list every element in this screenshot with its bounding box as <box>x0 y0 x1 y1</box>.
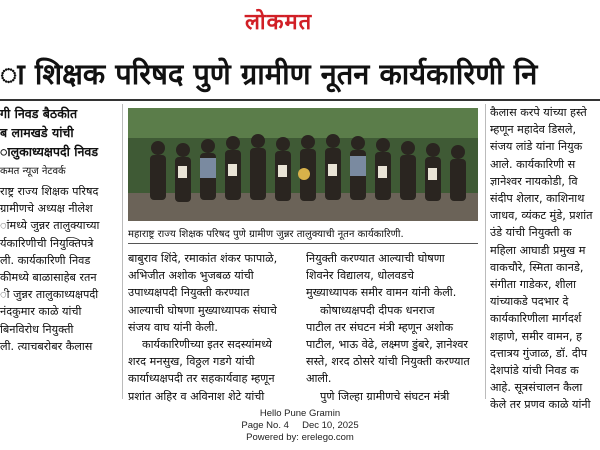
text-line: मुख्याध्यापक समीर वामन यांनी केली. <box>306 286 457 300</box>
group-photo <box>128 108 478 221</box>
article-column-3 <box>306 250 478 405</box>
text-line: शिवनेर विद्यालय, धोलवडचे <box>306 269 414 283</box>
text-line: ी जुन्नर तालुकाध्यक्षपदी <box>0 288 99 302</box>
text-line: अभिजीत अशोक भुजबळ यांची <box>128 269 254 283</box>
text-line: प्रशांत अहिर व अविनाश शेटे यांची <box>128 389 265 403</box>
text-line: राष्ट्र राज्य शिक्षक परिषद <box>0 185 99 198</box>
text-line: म्हणून महादेव डिसले, <box>490 123 577 137</box>
text-line: संगीता गाडेकर, शीला <box>490 278 577 292</box>
byline: कमत न्यूज नेटवर्क <box>0 166 66 177</box>
text-line: ली. कार्यकारिणी निवड <box>0 253 91 267</box>
publish-date: Dec 10, 2025 <box>302 420 359 431</box>
page-footer <box>0 408 600 444</box>
group-photo-illustration <box>128 108 478 221</box>
text-line: ांमध्ये जुन्नर तालुक्याच्या <box>0 219 100 233</box>
text-line: शरद मनसुख, विठ्ठल गडगे यांची <box>128 355 255 369</box>
subheadline-line: ालुकाध्यक्षपदी निवड <box>0 144 99 159</box>
page-info <box>0 420 600 432</box>
text-line: पाटील तर संघटन मंत्री म्हणून अशोक <box>306 320 454 334</box>
photo-caption: महाराष्ट्र राज्य शिक्षक परिषद पुणे ग्रामीण जुन्नर तालुक्याची नूतन कार्यकारिणी. <box>128 229 404 240</box>
text-line: पुणे जिल्हा ग्रामीणचे संघटन मंत्री <box>320 389 450 403</box>
text-line: आले. कार्यकारिणी स <box>490 157 576 171</box>
headline: ा शिक्षक परिषद पुणे ग्रामीण नूतन कार्यकारिणी नि <box>0 57 538 91</box>
article-column-1 <box>0 183 118 355</box>
text-line: उंडे यांची नियुक्ती क <box>490 226 572 240</box>
text-line: बाबुराव शिंदे, रमाकांत शंकर फापाळे, <box>128 252 278 265</box>
text-line: आली. <box>306 372 332 386</box>
text-line: कैलास करपे यांच्या हस्ते <box>490 106 587 119</box>
text-line: देशपांडे यांची निवड क <box>490 364 579 378</box>
text-line: जाधव, व्यंकट मुंडे, प्रशांत <box>490 209 593 223</box>
column-divider <box>485 104 486 399</box>
text-line: संदीप शेलार, काशिनाथ <box>490 192 585 206</box>
masthead <box>0 0 600 38</box>
text-line: वाकचौरे, स्मिता कानडे, <box>490 260 584 274</box>
text-line: नियुक्ती करण्यात आल्याची घोषणा <box>306 252 445 265</box>
text-line: बिनविरोध नियुक्ती <box>0 322 74 336</box>
text-line: दत्तात्रय गुंजाळ, डॉ. दीप <box>490 346 588 360</box>
article-column-4 <box>490 104 600 414</box>
text-line: कार्यकारिणीला मार्गदर्श <box>490 312 582 326</box>
text-line: ज्ञानेश्वर नायकोडी, वि <box>490 174 578 188</box>
text-line: उपाध्यक्षपदी नियुक्ती करण्यात <box>128 286 250 300</box>
subheadline <box>0 104 118 161</box>
lokmat-logo: लोकमत <box>245 10 313 35</box>
page-number: Page No. 4 <box>241 420 289 431</box>
text-line: यांच्याकडे पदभार दे <box>490 295 569 309</box>
article-column-2 <box>128 250 298 405</box>
text-line: संजय लांडे यांना नियुक <box>490 140 583 154</box>
caption-rule <box>128 243 478 244</box>
text-line: कीमध्ये बाळासाहेब रतन <box>0 271 97 285</box>
text-line: र्यकारिणीची नियुक्तिपत्रे <box>0 236 94 250</box>
text-line: संजय वाघ यांनी केली. <box>128 320 218 334</box>
text-line: सस्ते, शरद ठोसरे यांची नियुक्ती करण्यात <box>306 355 470 369</box>
powered-by: Powered by: erelego.com <box>246 432 354 443</box>
text-line: आल्याची घोषणा मुख्याध्यापक संघाचे <box>128 303 277 317</box>
subheadline-line: गी निवड बैठकीत <box>0 106 78 121</box>
text-line: कोषाध्यक्षपदी दीपक धनराज <box>320 303 435 317</box>
text-line: पाटील, भाऊ वेढे, लक्ष्मण डुंबरे, ज्ञानेश्वर <box>306 338 469 352</box>
text-line: ली. त्याचबरोबर कैलास <box>0 339 93 353</box>
text-line: कार्यकारिणीच्या इतर सदस्यांमध्ये <box>142 338 272 352</box>
edition-name: Hello Pune Gramin <box>259 408 341 419</box>
text-line: नंदकुमार काळे यांची <box>0 305 82 319</box>
headline-rule <box>0 99 600 101</box>
text-line: केले तर प्रणव काळे यांनी <box>490 398 591 412</box>
text-line: कार्याध्यक्षपदी तर सहकार्यवाह म्हणून <box>128 372 275 386</box>
subheadline-line: ब लामखडे यांची <box>0 125 74 140</box>
text-line: ग्रामीणचे अध्यक्ष नीलेश <box>0 202 93 216</box>
text-line: आहे. सूत्रसंचालन कैला <box>490 381 583 395</box>
text-line: शहाणे, समीर वामन, ह <box>490 329 582 343</box>
text-line: महिला आघाडी प्रमुख म <box>490 243 586 257</box>
column-divider <box>122 104 123 399</box>
